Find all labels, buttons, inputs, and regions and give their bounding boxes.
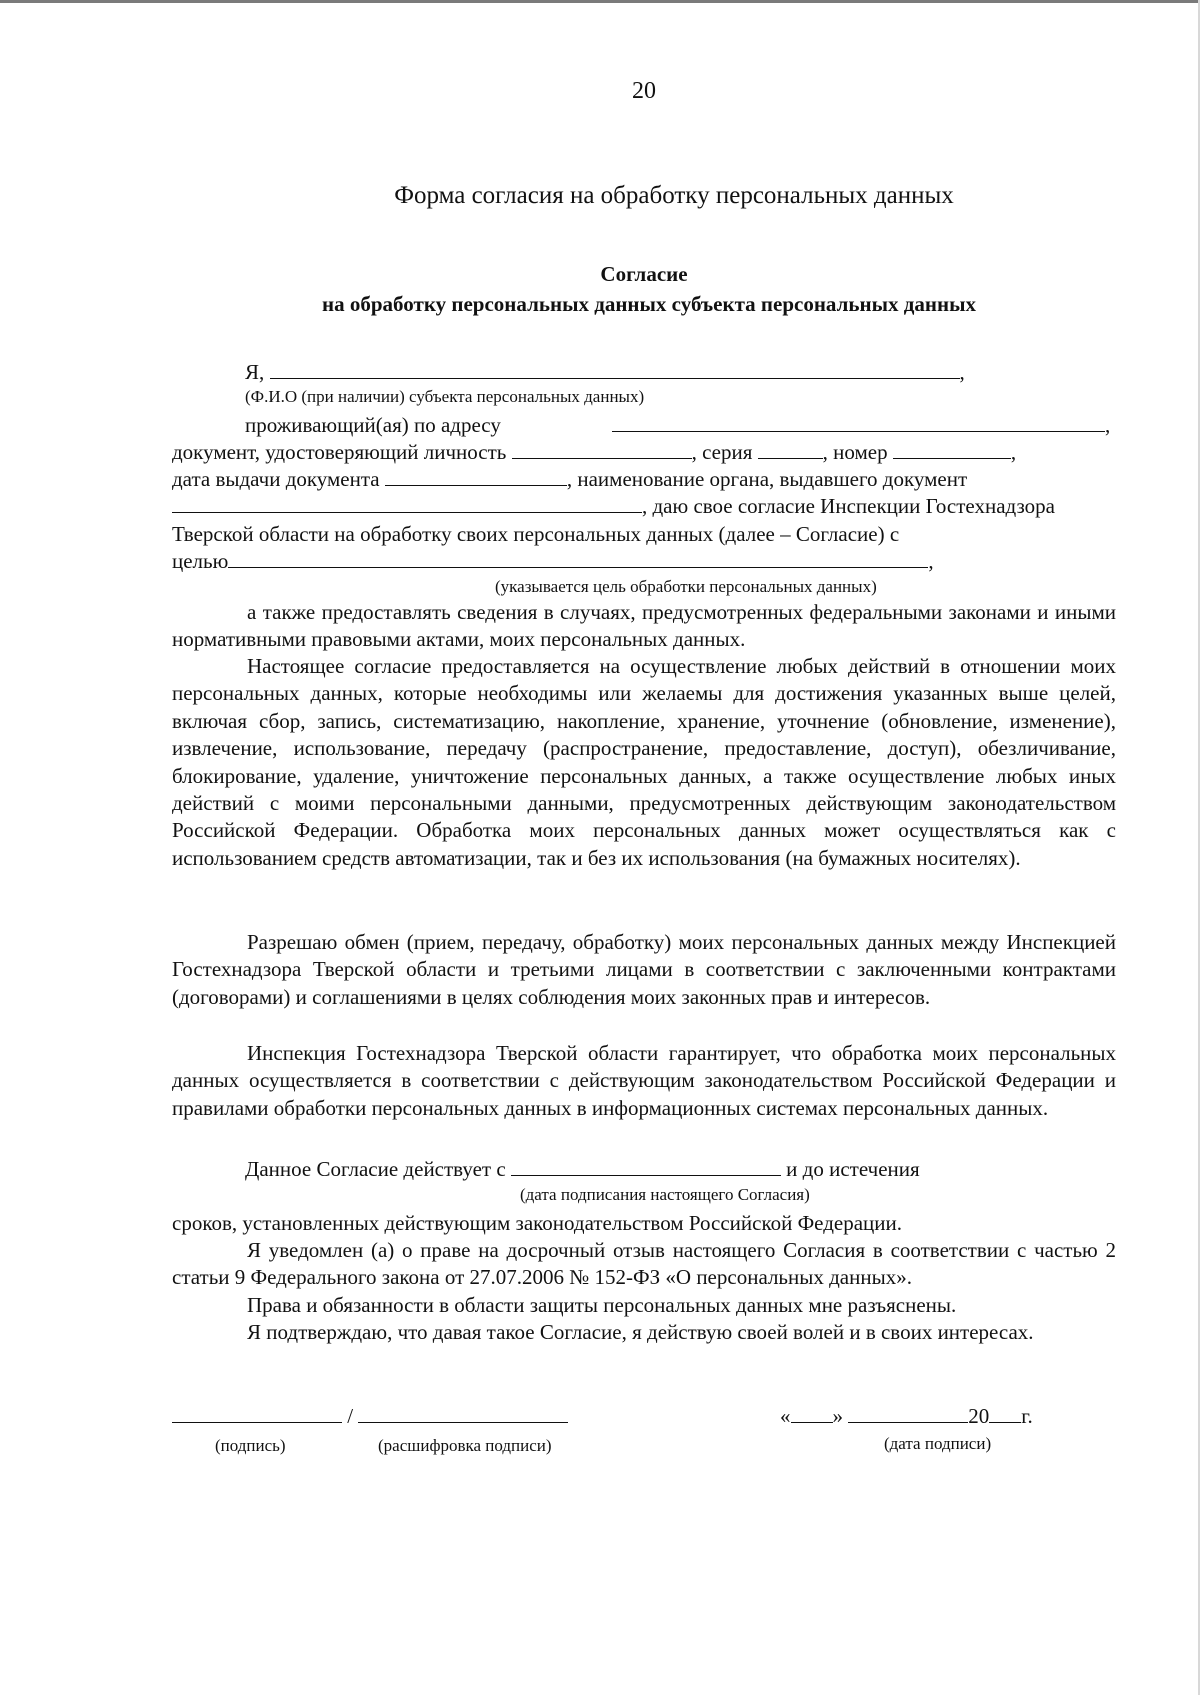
signature-hint: (подпись) xyxy=(215,1436,286,1455)
date-day-blank[interactable] xyxy=(791,1402,833,1423)
purpose-blank[interactable] xyxy=(228,547,928,568)
signature-line xyxy=(172,1402,568,1430)
consent-title: Согласие xyxy=(600,262,688,286)
number-blank[interactable] xyxy=(893,438,1011,459)
issue-label: дата выдачи документа xyxy=(172,467,380,491)
scan-top-edge xyxy=(0,0,1200,3)
purpose-label: целью xyxy=(172,549,229,573)
signature-decode-blank[interactable] xyxy=(358,1402,568,1423)
purpose-line: целью , xyxy=(172,549,934,573)
paragraph-2: Настоящее согласие предоставляется на осуществление любых действий в отношении моих персональных данных, которые необходимы или желаемы для достижения указанных выше целей, включая сбор, запись, систематизацию, накопление, хранение, уточнение (обновление, изменение), извлечение, использование, передачу (распространение, предоставление, доступ), обезличивание, блокирование, удаление, уничтожение персональных данных, а также осуществление любых иных действий с моими персональными данными, предусмотренных действующим законодательством Российской Федерации. Обработка моих персональных данных может осуществляться как с использованием средств автоматизации, так и без их использования (на бумажных носителях). xyxy=(172,654,1116,870)
issue-line xyxy=(172,465,967,493)
validity-tail: сроков, установленных действующим законодательством Российской Федерации. xyxy=(172,1211,903,1235)
signature-blank[interactable] xyxy=(172,1402,342,1423)
fio-comma: , xyxy=(959,360,965,384)
page-number: 20 xyxy=(632,78,656,104)
paragraph-4: Инспекция Гостехнадзора Тверской области гарантирует, что обработка моих персональных данных осуществляется в соответствии с действующим законодательством Российской Федерации и правилами обработки персональных данных в информационных системах персональных данных. xyxy=(172,1041,1116,1120)
address-blank[interactable] xyxy=(612,411,1105,432)
paragraph-5: Я уведомлен (а) о праве на досрочный отзыв настоящего Согласия в соответствии с частью 2 статьи 9 Федерального закона от 27.07.2006 № 152-ФЗ «О персональных данных». xyxy=(172,1238,1116,1290)
ya-label: Я, xyxy=(245,360,265,384)
authority-blank[interactable] xyxy=(172,492,642,513)
address-blank-wrap: , xyxy=(612,411,1110,439)
document-line: документ, удостоверяющий личность , серия , номер , xyxy=(172,440,1017,464)
date-line xyxy=(780,1402,1033,1430)
validity-line xyxy=(245,1155,920,1183)
date-year-prefix: 20 xyxy=(968,1404,990,1428)
authority-label: , наименование органа, выдавшего документ xyxy=(566,467,968,491)
consent-line: Тверской области на обработку своих персональных данных (далее – Согласие) с xyxy=(172,522,900,546)
date-open-quote: « xyxy=(780,1404,791,1428)
document-label: документ, удостоверяющий личность xyxy=(172,440,507,464)
consent-tail: , даю свое согласие Инспекции Гостехнадзора xyxy=(642,494,1055,518)
fio-line xyxy=(245,358,965,386)
purpose-hint: (указывается цель обработки персональных данных) xyxy=(495,577,877,596)
signature-decode-hint: (расшифровка подписи) xyxy=(378,1436,552,1455)
number-label: , номер xyxy=(822,440,888,464)
validity-hint: (дата подписания настоящего Согласия) xyxy=(520,1185,810,1204)
date-hint: (дата подписи) xyxy=(884,1434,992,1453)
document-type-blank[interactable] xyxy=(512,438,692,459)
authority-line xyxy=(172,492,1055,520)
series-blank[interactable] xyxy=(758,438,823,459)
validity-label: Данное Согласие действует с xyxy=(245,1157,506,1181)
consent-subtitle: на обработку персональных данных субъекта персональных данных xyxy=(322,292,976,316)
date-month-blank[interactable] xyxy=(848,1402,968,1423)
paragraph-1: а также предоставлять сведения в случаях, предусмотренных федеральными законами и иными нормативными правовыми актами, моих персональных данных. xyxy=(172,600,1116,652)
date-year-blank[interactable] xyxy=(989,1402,1021,1423)
date-year-suffix: г. xyxy=(1021,1404,1033,1428)
validity-until: и до истечения xyxy=(786,1157,920,1181)
paragraph-7: Я подтверждаю, что давая такое Согласие, я действую своей волей и в своих интересах. xyxy=(247,1320,1034,1344)
paragraph-6: Права и обязанности в области защиты персональных данных мне разъяснены. xyxy=(247,1293,957,1317)
fio-hint: (Ф.И.О (при наличии) субъекта персональных данных) xyxy=(245,387,645,406)
signature-slash: / xyxy=(347,1404,354,1428)
form-title: Форма согласия на обработку персональных данных xyxy=(394,182,954,209)
date-close-quote: » xyxy=(832,1404,843,1428)
address-line xyxy=(245,411,501,439)
address-label: проживающий(ая) по адресу xyxy=(245,413,501,437)
issue-date-blank[interactable] xyxy=(385,465,567,486)
fio-blank[interactable] xyxy=(270,358,960,379)
validity-start-blank[interactable] xyxy=(511,1155,781,1176)
paragraph-3: Разрешаю обмен (прием, передачу, обработку) моих персональных данных между Инспекцией Гостехнадзора Тверской области и третьими лицами в соответствии с заключенными контрактами (договорами) и соглашениями в целях соблюдения моих законных прав и интересов. xyxy=(172,930,1116,1009)
series-label: , серия xyxy=(691,440,753,464)
